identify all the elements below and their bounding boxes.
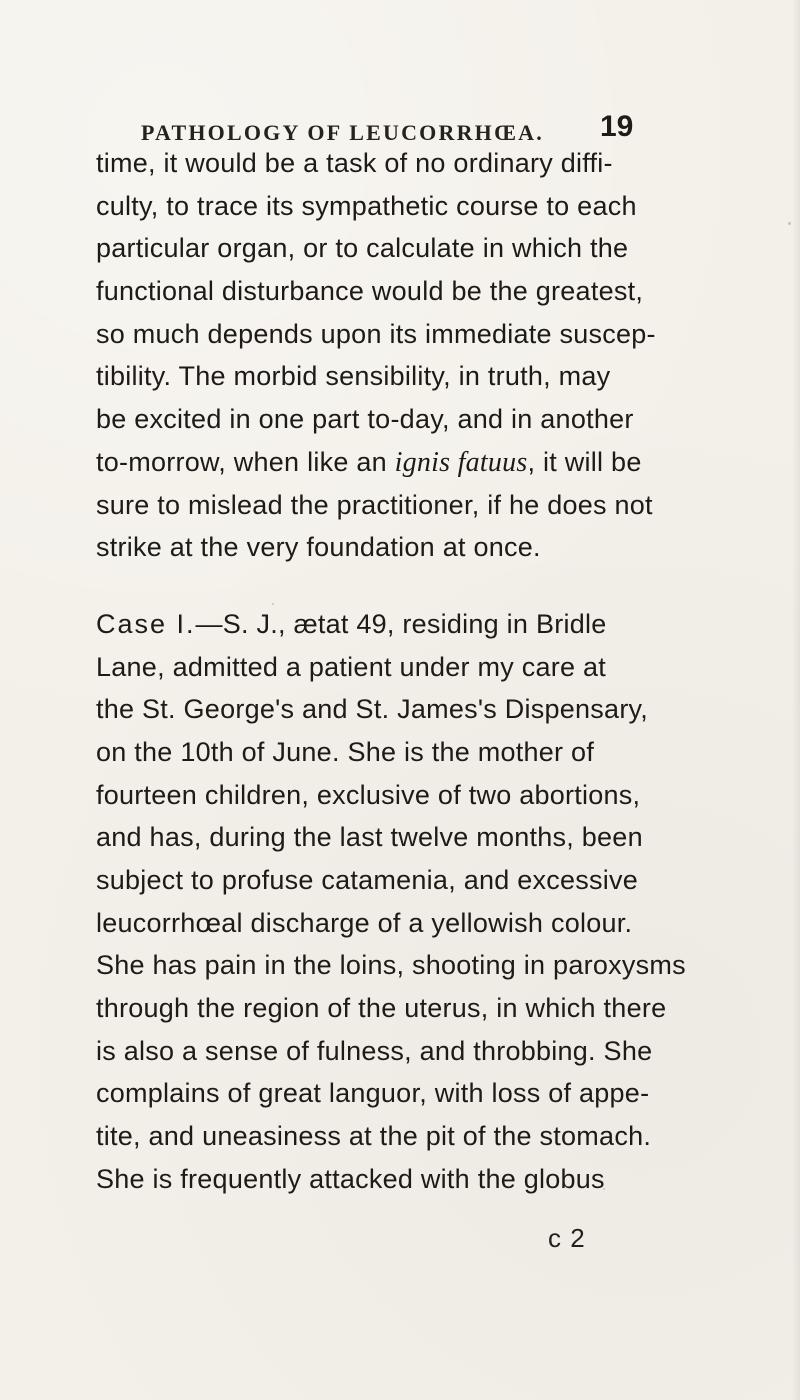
text-span: to-morrow, when like an — [96, 446, 395, 477]
text-line: particular organ, or to calculate in which the — [96, 233, 629, 264]
case-heading-line — [96, 603, 700, 646]
text-line: be excited in one part to-day, and in another — [96, 404, 634, 435]
text-line: subject to profuse catamenia, and excessive — [96, 865, 639, 895]
text-line: so much depends upon its immediate suscep- — [96, 318, 656, 349]
text-line: tibility. The morbid sensibility, in truth, may — [96, 361, 611, 392]
text-line: fourteen children, exclusive of two abortions, — [96, 779, 641, 810]
italic-phrase: ignis fatuus — [394, 446, 528, 478]
text-line: through the region of the uterus, in which there — [96, 993, 667, 1024]
text-span: , it will be — [527, 446, 642, 477]
text-line: the St. George's and St. James's Dispensary, — [96, 694, 649, 725]
text-line: complains of great languor, with loss of appe- — [96, 1078, 650, 1109]
text-line: is also a sense of fulness, and throbbing. She — [96, 1035, 653, 1066]
page-number: 19 — [600, 110, 634, 143]
text-line: She has pain in the loins, shooting in paroxysms — [96, 950, 686, 981]
case-label: Case I. — [96, 608, 196, 639]
page-edge-shadow — [792, 0, 800, 1400]
case-heading-text: —S. J., ætat 49, residing in Bridle — [195, 608, 607, 639]
paper-speck — [788, 222, 791, 225]
text-line: strike at the very foundation at once. — [96, 532, 541, 563]
text-line: culty, to trace its sympathetic course to each — [96, 190, 637, 221]
paragraph-spacer — [96, 569, 700, 603]
text-line: functional disturbance would be the greatest, — [96, 276, 644, 307]
paper-speck — [272, 603, 274, 605]
text-line-with-italic — [96, 441, 700, 484]
text-line: leucorrhœal discharge of a yellowish colour. — [96, 907, 633, 938]
text-line: tite, and uneasiness at the pit of the stomach. — [96, 1121, 652, 1152]
text-line: time, it would be a task of no ordinary diffi- — [96, 148, 613, 178]
text-line: Lane, admitted a patient under my care at — [96, 651, 607, 682]
body-text — [96, 142, 700, 1201]
paper-speck — [603, 1188, 605, 1190]
text-line: sure to mislead the practitioner, if he does not — [96, 489, 653, 520]
text-line: and has, during the last twelve months, been — [96, 822, 643, 853]
text-line: She is frequently attacked with the globus — [96, 1163, 605, 1194]
running-head: PATHOLOGY OF LEUCORRHŒA. — [141, 120, 544, 145]
text-line: on the 10th of June. She is the mother of — [96, 736, 595, 767]
signature-mark: c 2 — [548, 1223, 586, 1253]
